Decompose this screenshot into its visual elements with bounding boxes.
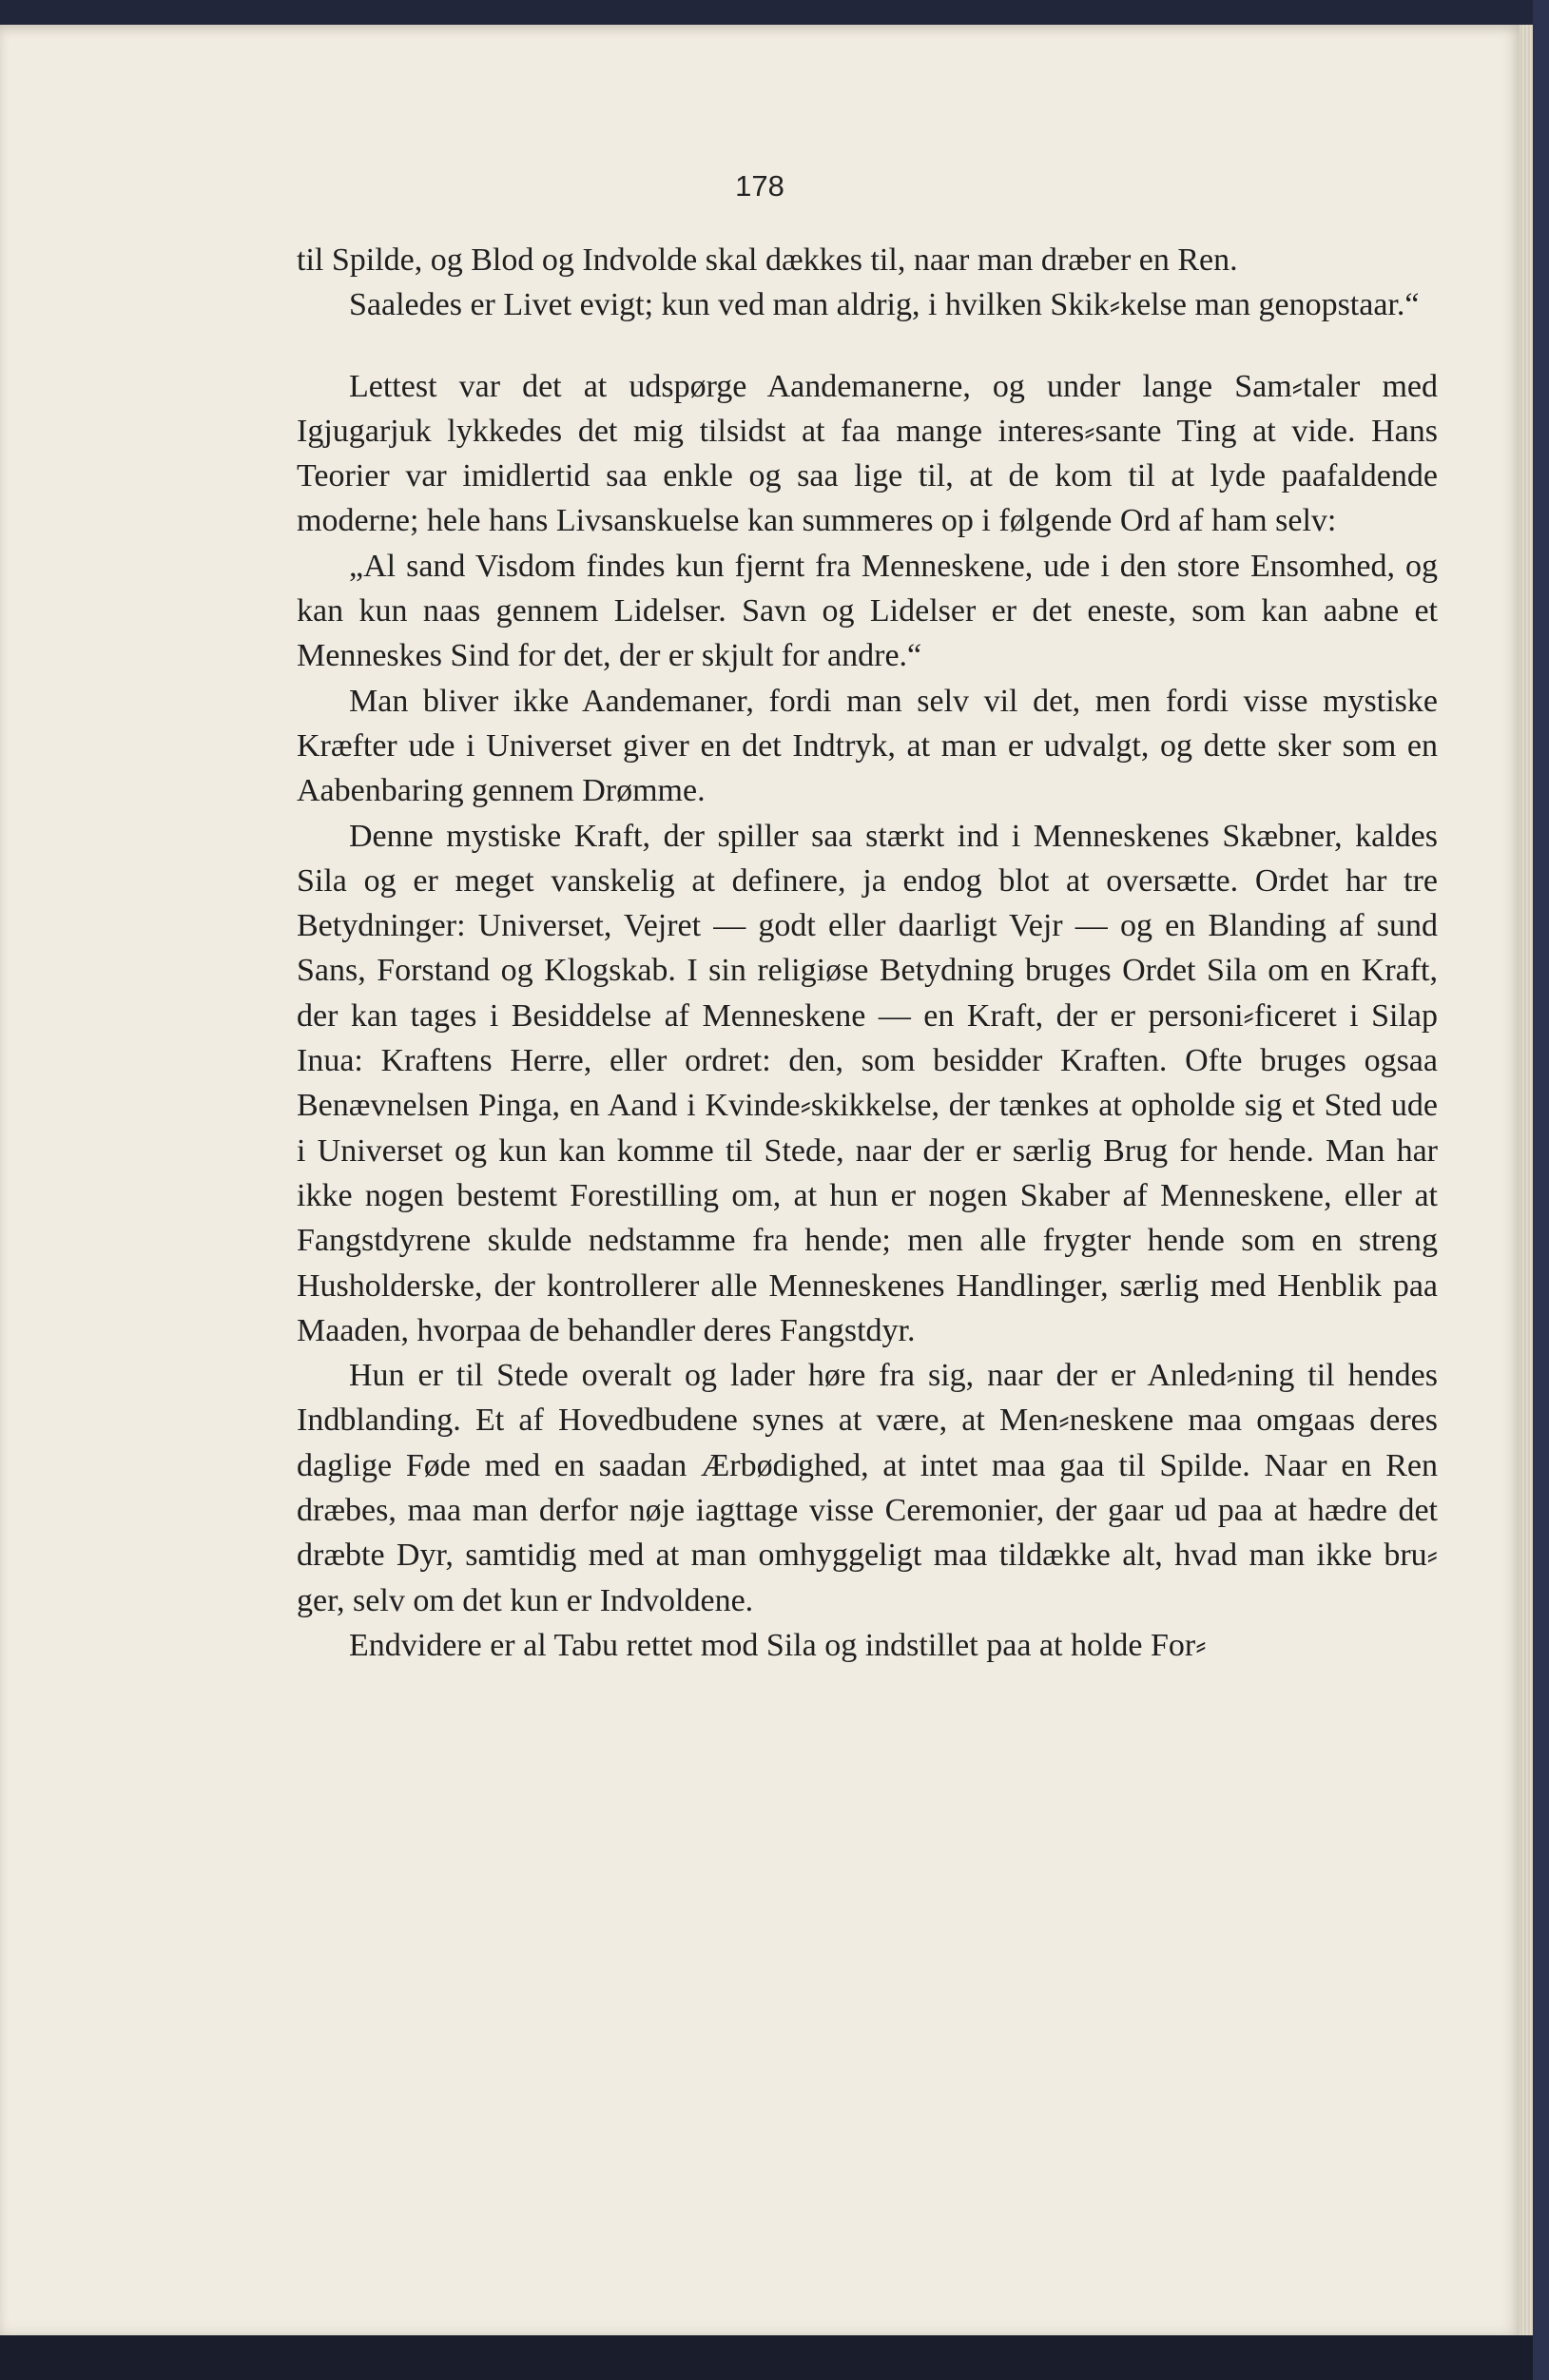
paragraph: Hun er til Stede overalt og lader høre fra sig, naar der er Anled⸗ning til hendes Indblanding. Et af Hovedbudene synes at være, at Men⸗neskene maa omgaas deres daglige Føde med en saadan Ærbødighed, at intet maa gaa til Spilde. Naar en Ren dræbes, maa man derfor nøje iagttage visse Ceremonier, der gaar ud paa at hædre det dræbte Dyr, samtidig med at man omhyggeligt maa tildække alt, hvad man ikke bru⸗ger, selv om det kun er Indvoldene. xyxy=(297,1358,1438,1618)
page-edges xyxy=(1520,25,1533,2335)
paragraph: Endvidere er al Tabu rettet mod Sila og indstillet paa at holde For⸗ xyxy=(349,1627,1207,1663)
paragraph: til Spilde, og Blod og Indvolde skal dækkes til, naar man dræber en Ren. xyxy=(297,242,1238,278)
body-text xyxy=(297,238,1438,1668)
page-number: 178 xyxy=(735,169,784,203)
paragraph: Denne mystiske Kraft, der spiller saa stærkt ind i Menneskenes Skæbner, kaldes Sila og er meget vanskelig at definere, ja endog blot at oversætte. Ordet har tre Betydninger: Universet, Vejret — godt eller daarligt Vejr — og en Blanding af sund Sans, Forstand og Klogskab. I sin religiøse Betydning bruges Ordet Sila om en Kraft, der kan tages i Besiddelse af Menneskene — en Kraft, der er personi⸗ficeret i Silap Inua: Kraftens Herre, eller ordret: den, som besidder Kraften. Ofte bruges ogsaa Benævnelsen Pinga, en Aand i Kvinde⸗skikkelse, der tænkes at opholde sig et Sted ude i Universet og kun kan komme til Stede, naar der er særlig Brug for hende. Man har ikke nogen bestemt Forestilling om, at hun er nogen Skaber af Menneskene, eller at Fangstdyrene skulde nedstamme fra hende; men alle frygter hende som en streng Husholderske, der kontrollerer alle Menneskenes Handlinger, særlig med Henblik paa Maaden, hvorpaa de behandler deres Fangstdyr. xyxy=(297,818,1438,1348)
book-cover-strip xyxy=(1533,0,1549,2380)
paragraph: „Al sand Visdom findes kun fjernt fra Menneskene, ude i den store Ensomhed, og kan kun naas gennem Lidelser. Savn og Lidelser er det eneste, som kan aabne et Menneskes Sind for det, der er skjult for andre.“ xyxy=(297,548,1438,674)
paragraph: Saaledes er Livet evigt; kun ved man aldrig, i hvilken Skik⸗kelse man genopstaar.“ xyxy=(349,287,1420,323)
paragraph: Man bliver ikke Aandemaner, fordi man selv vil det, men fordi visse mystiske Kræfter ude i Universet giver en det Indtryk, at man er udvalgt, og dette sker som en Aabenbaring gennem Drømme. xyxy=(297,683,1438,809)
paragraph: Lettest var det at udspørge Aandemanerne, og under lange Sam⸗taler med Igjugarjuk lykkedes det mig tilsidst at faa mange interes⸗sante Ting at vide. Hans Teorier var imidlertid saa enkle og saa lige til, at de kom til at lyde paafaldende moderne; hele hans Livsanskuelse kan summeres op i følgende Ord af ham selv: xyxy=(297,368,1438,539)
